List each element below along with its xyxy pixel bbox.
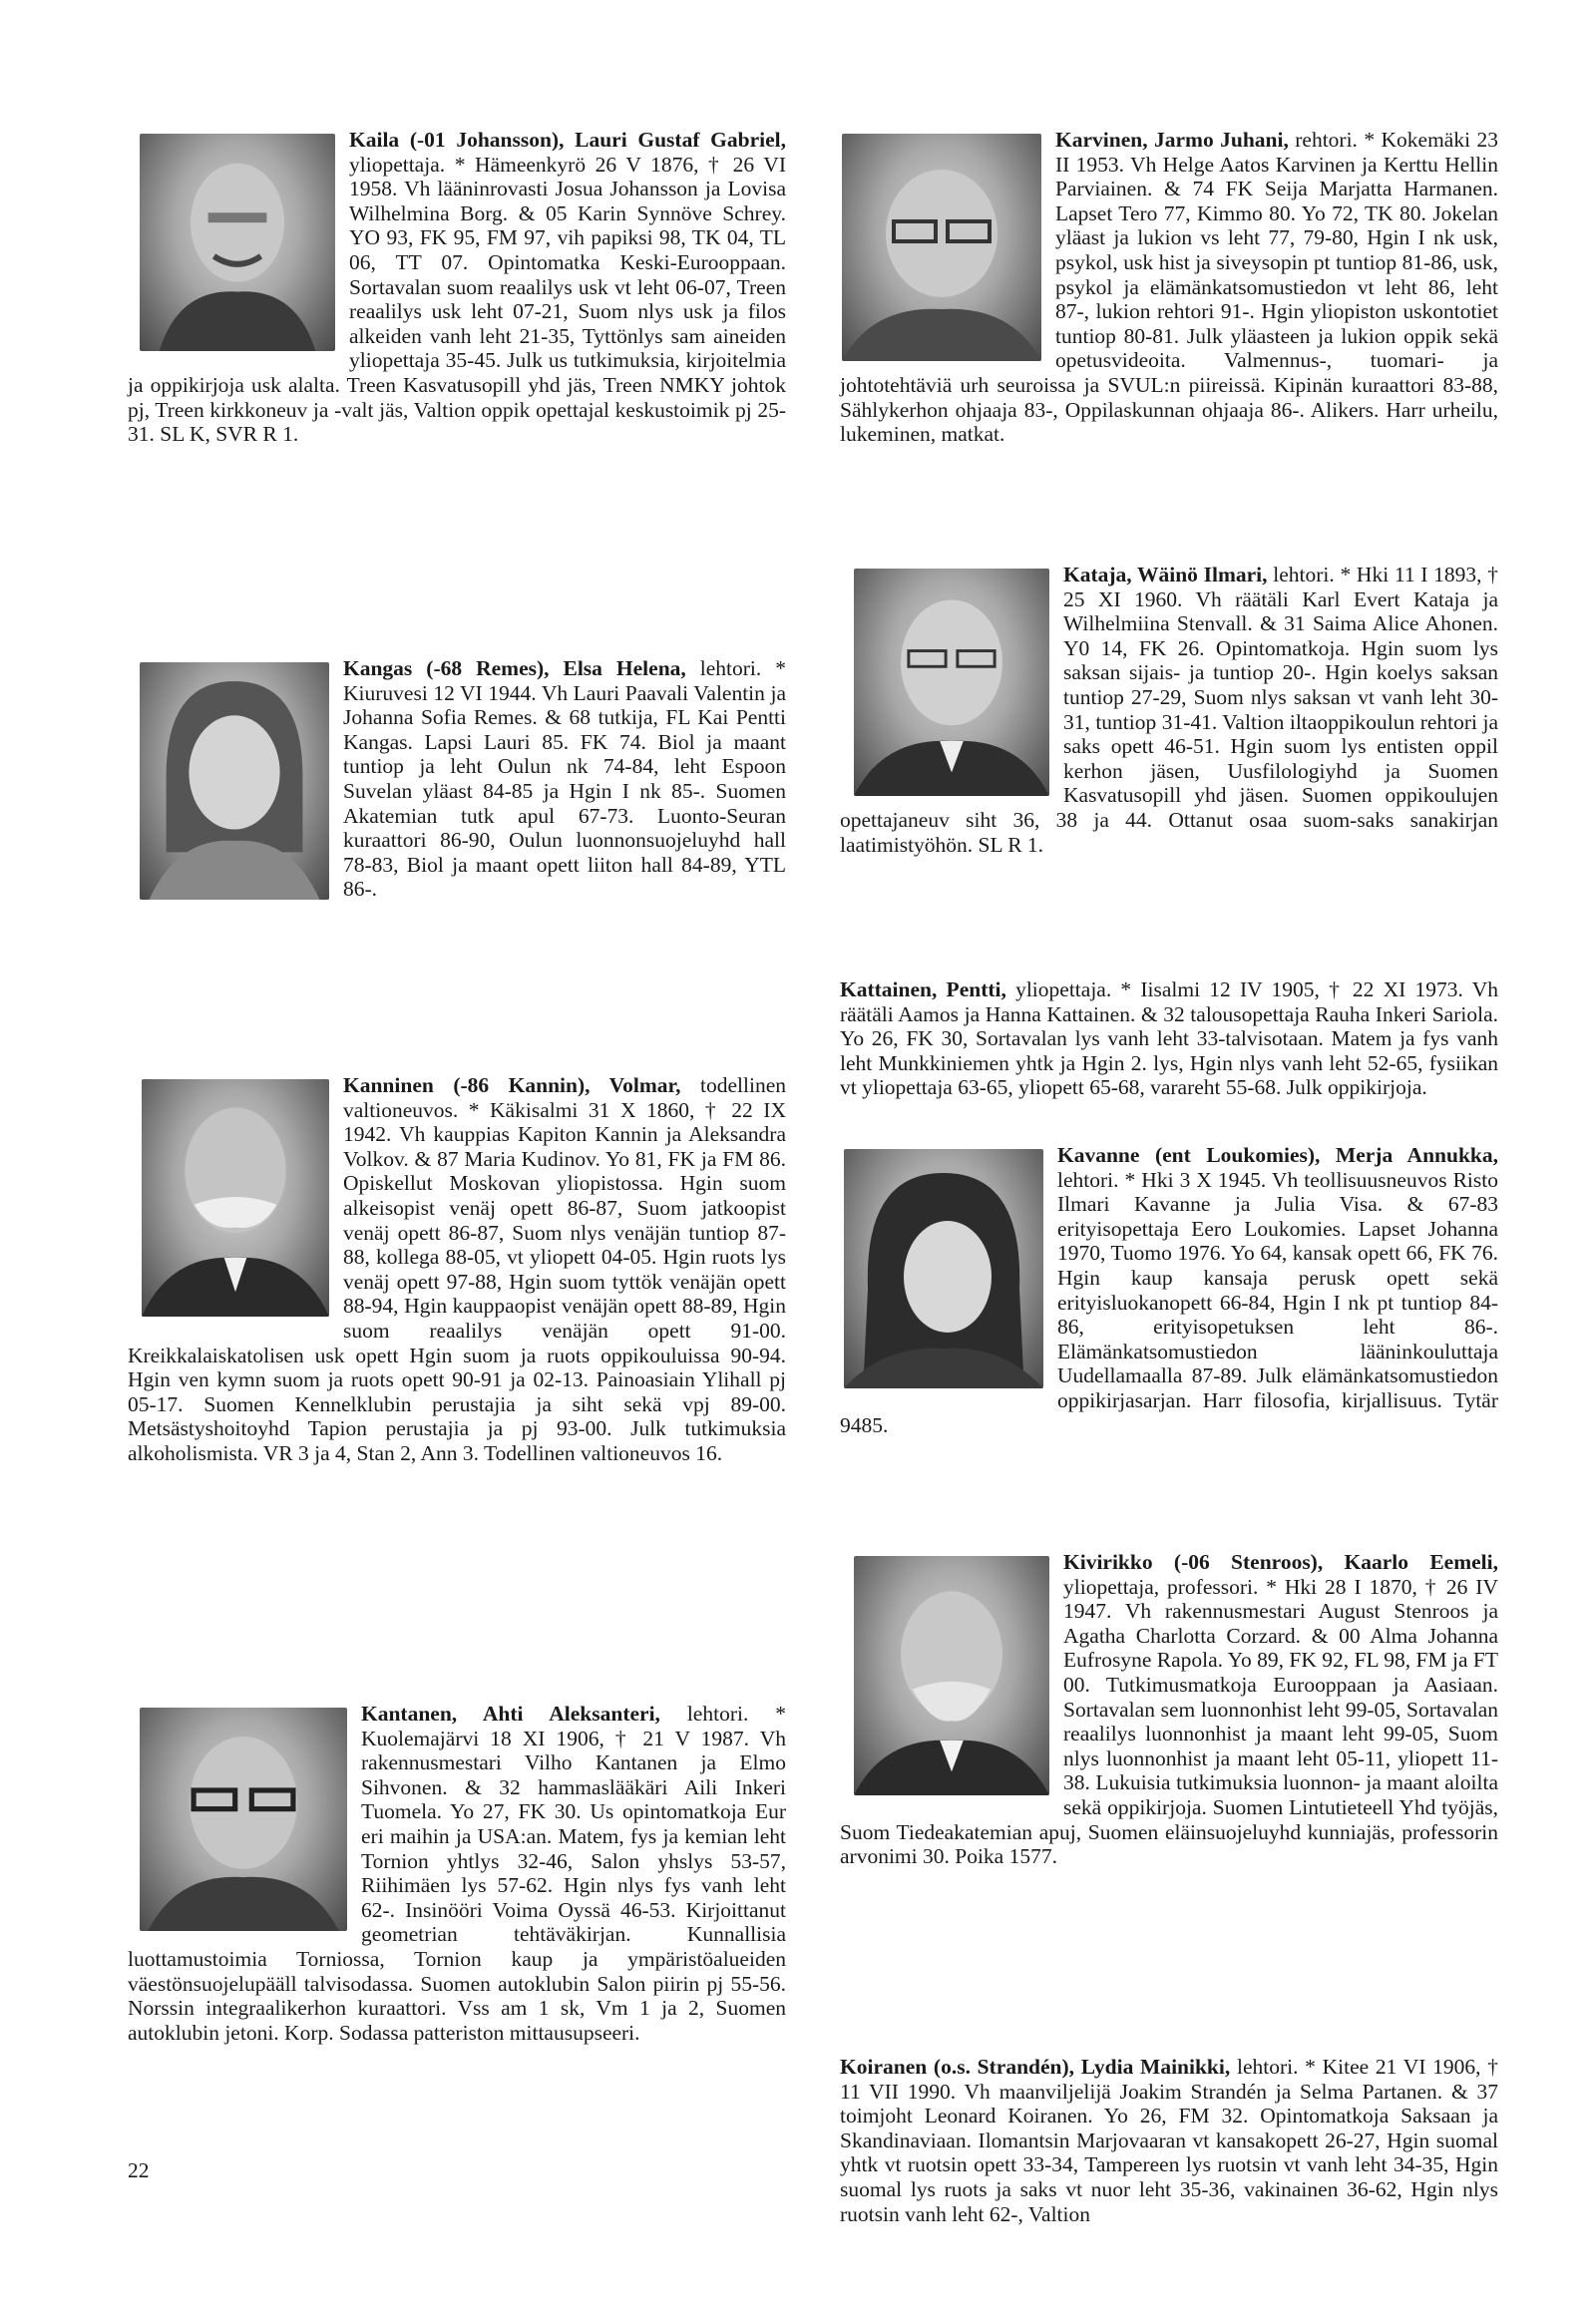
biography-entry-koiranen (840, 2055, 1498, 2226)
page-number: 22 (128, 2158, 150, 2182)
portrait-photo-kanninen (142, 1079, 329, 1317)
portrait-photo-kantanen (140, 1708, 347, 1931)
entry-headword: Kataja, Wäinö Ilmari, (1063, 563, 1268, 586)
entry-text: yliopettaja, professori. * Hki 28 I 1870, † 26 IV 1947. Vh rakennusmestari August Stenroos ja Agatha Charlotta Corzard. & 00 Alma Johanna Eufrosyne Rapola. Yo 89, FK 92, FL 98, FM ja FT 00. Tutkimusmatkoja Eurooppaan ja Aasiaan. Sortavalan sem luonnonhist leht 99-05, Sortavalan reaalilys luonnonhist ja maant leht 99-05, Suom nlys luonnonhist ja maant leht 05-11, yliopett 11-38. Lukuisia tutkimuksia luonnon- ja maant aloilta sekä oppikirjoja. Suomen Lintutieteell Yhd työjäs, Suom Tiedeakatemian apuj, Suomen eläinsuojeluyhd kunniajäs, professorin arvonimi 30. Poika 1577. (840, 1574, 1498, 1869)
entry-text: todellinen valtioneuvos. * Käkisalmi 31 X 1860, † 22 IX 1942. Vh kauppias Kapiton Kannin ja Aleksandra Volkov. & 87 Maria Kudinov. Yo 81, FK ja FM 86. Opiskellut Moskovan yliopistossa. Hgin suom alkeisopist venäj opett 86-87, Suom jatkoopist venäj opett 86-87, Suom nlys venäjän tuntiop 87-88, kollega 88-05, vt yliopett 04-05. Hgin ruots lys venäj opett 97-88, Hgin suom tyttök venäjän opett 88-94, Hgin kauppaopist venäjän opett 88-89, Hgin suom reaalilys venäjän opett 91-00. Kreikkalaiskatolisen usk opett Hgin suom ja ruots oppikouluissa 90-94. Hgin ven kymn suom ja ruots opett 90-91 ja 02-13. Painoasiain Ylihall pj 05-17. Suomen Kennelklubin perustajia ja siht sekä vpj 89-00. Metsästyshoitoyhd Tapion perustajia ja pj 93-00. Julk tutkimuksia alkoholismista. VR 3 ja 4, Stan 2, Ann 3. Todellinen valtioneuvos 16. (128, 1073, 787, 1465)
biography-entry-kanninen (128, 1073, 786, 1466)
portrait-photo-kataja (854, 569, 1049, 796)
entry-headword: Kivirikko (-06 Stenroos), Kaarlo Eemeli, (1063, 1550, 1498, 1574)
portrait-photo-kaila (140, 134, 335, 351)
entry-headword: Kangas (-68 Remes), Elsa Helena, (343, 656, 686, 680)
portrait-photo-kangas (140, 662, 329, 900)
entry-text: yliopettaja. * Iisalmi 12 IV 1905, † 22 XI 1973. Vh räätäli Aamos ja Hanna Kattainen. & 32 talousopettaja Rauha Inkeri Sariola. Yo 26, FK 30, Sortavalan lys vanh leht 33-talvisotaan. Matem ja fys vanh leht Munkkiniemen yhtk ja Hgin 2. lys, Hgin nlys vanh leht 52-65, fysiikan vt yliopettaja 63-65, yliopett 65-68, varareht 55-68. Julk oppikirjoja. (840, 977, 1498, 1100)
entry-text: lehtori. * Kuolemajärvi 18 XI 1906, † 21 V 1987. Vh rakennusmestari Vilho Kantanen ja Elmo Sihvonen. & 32 hammaslääkäri Aili Inkeri Tuomela. Yo 27, FK 30. Us opintomatkoja Eur eri maihin ja USA:an. Matem, fys ja kemian leht Tornion yhtlys 32-46, Salon yhslys 53-57, Riihimäen lys 57-62. Hgin nlys fys vanh leht 62-. Insinööri Voima Oyssä 46-53. Kirjoittanut geometrian tehtäväkirjan. Kunnallisia luottamustoimia Torniossa, Tornion kaup ja ympäristöalueiden väestönsuojelupääll talvisodassa. Suomen autoklubin Salon piirin pj 55-56. Norssin integraalikerhon kuraattori. Vss am 1 sk, Vm 1 ja 2, Suomen autoklubin jetoni. Korp. Sodassa patteriston mittausupseeri. (128, 1702, 786, 2045)
portrait-photo-kavanne (844, 1149, 1043, 1388)
biography-entry-kattainen (840, 977, 1498, 1100)
entry-headword: Karvinen, Jarmo Juhani, (1055, 128, 1289, 152)
portrait-photo-karvinen (842, 134, 1041, 361)
entry-headword: Kaila (-01 Johansson), Lauri Gustaf Gabriel, (349, 128, 786, 152)
biography-entry-karvinen (840, 128, 1498, 447)
biography-entry-kivirikko (840, 1550, 1498, 1869)
biography-entry-kaila (128, 128, 786, 447)
biography-entry-kataja (840, 563, 1498, 857)
entry-text: lehtori. * Kiuruvesi 12 VI 1944. Vh Lauri Paavali Valentin ja Johanna Sofia Remes. & 68 tutkija, FL Kai Pentti Kangas. Lapsi Lauri 85. FK 74. Biol ja maant tuntiop ja leht Oulun nk 74-84, leht Espoon Suvelan yläast 84-85 ja Hgin I nk 85-. Suomen Akatemian tutk apul 67-73. Luonto-Seuran kuraattori 86-90, Oulun luonnonsuojeluyhd hall 78-83, Biol ja maant opett liiton hall 84-89, YTL 86-. (343, 656, 786, 902)
entry-headword: Kanninen (-86 Kannin), Volmar, (343, 1073, 681, 1097)
entry-headword: Kantanen, Ahti Aleksanteri, (361, 1702, 660, 1726)
entry-text: lehtori. * Kitee 21 VI 1906, † 11 VII 1990. Vh maanviljelijä Joakim Strandén ja Selma Partanen. & 37 toimjoht Leonard Koiranen. Yo 26, FM 32. Opintomatkoja Saksaan ja Skandinaviaan. Ilomantsin Marjovaaran vt kansakopett 26-27, Hgin suomal yhtk vt ruotsin opett 33-34, Tampereen lys ruotsin vt vanh leht 34-35, Hgin suomal lys ruots ja saks vt nuor leht 35-36, vakinainen 36-62, Hgin nlys ruotsin vanh leht 62-, Valtion (840, 2055, 1498, 2226)
entry-headword: Koiranen (o.s. Strandén), Lydia Mainikki, (840, 2055, 1231, 2079)
entry-text: lehtori. * Hki 3 X 1945. Vh teollisuusneuvos Risto Ilmari Kavanne ja Julia Visa. & 67-83 erityisopettaja Eero Loukomies. Lapset Johanna 1970, Tuomo 1976. Yo 64, kansak opett 66, FK 76. Hgin kaup kansaja perusk opett sekä erityisluokanopett 66-84, Hgin I nk pt tuntiop 84-86, erityisopetuksen leht 86-. Elämänkatsomustiedon lääninkouluttaja Uudellamaalla 87-89. Julk elämänkatsomustiedon oppikirjasarjan. Harr filosofia, kirjallisuus. Tytär 9485. (840, 1167, 1498, 1437)
portrait-photo-kivirikko (854, 1556, 1049, 1795)
entry-text: rehtori. * Kokemäki 23 II 1953. Vh Helge Aatos Karvinen ja Kerttu Hellin Parviainen. & 74 FK Seija Marjatta Harmanen. Lapset Tero 77, Kimmo 80. Yo 72, TK 80. Jokelan yläast ja lukion vs leht 77, 79-80, Hgin I nk usk, psykol, usk hist ja siveysopin pt tuntiop 81-86, usk, psykol ja elämänkatsomustiedon vt leht 86, leht 87-, lukion rehtori 91-. Hgin yliopiston uskontotiet tuntiop 80-81. Julk yläasteen ja lukion oppik sekä opetusvideoita. Valmennus-, tuomari- ja johtotehtäviä urh seuroissa ja SVUL:n piireissä. Kipinän kuraattori 83-88, Sählykerhon ohjaaja 83-, Oppilaskunnan ohjaaja 86-. Alikers. Harr urheilu, lukeminen, matkat. (840, 128, 1498, 447)
entry-text: yliopettaja. * Hämeenkyrö 26 V 1876, † 26 VI 1958. Vh lääninrovasti Josua Johansson ja Lovisa Wilhelmina Borg. & 05 Karin Synnöve Schrey. YO 93, FK 95, FM 97, vih papiksi 98, TK 04, TL 06, TT 07. Opintomatka Keski-Eurooppaan. Sortavalan suom reaalilys usk vt leht 06-07, Treen reaalilys usk leht 07-21, Suom nlys usk ja filos alkeiden vanh leht 21-35, Tyttönlys sam aineiden yliopettaja 35-45. Julk us tutkimuksia, kirjoitelmia ja oppikirjoja usk alalta. Treen Kasvatusopill yhd jäs, Treen NMKY johtok pj, Treen kirkkoneuv ja -valt jäs, Valtion oppik opettajal keskustoimik pj 25-31. SL K, SVR R 1. (128, 152, 786, 447)
biography-entry-kantanen (128, 1702, 786, 2045)
entry-headword: Kavanne (ent Loukomies), Merja Annukka, (1057, 1143, 1498, 1167)
entry-text: lehtori. * Hki 11 I 1893, † 25 XI 1960. Vh räätäli Karl Evert Kataja ja Wilhelmiina Stenvall. & 31 Saima Alice Ahonen. Y0 14, FK 26. Opintomatkoja. Hgin suom lys saksan sijais- ja tuntiop 20-. Hgin koelys saksan tuntiop 27-29, Suom nlys saksan vt vanh leht 30-31, tuntiop 31-41. Valtion iltaoppikoulun rehtori ja saks opett 46-51. Hgin suom lys entisten oppil kerhon jäsen, Uusfilologiyhd ja Suomen Kasvatusopill yhd jäsen. Suomen oppikoulujen opettajaneuv siht 36, 38 ja 44. Ottanut osaa suom-saks sanakirjan laatimistyöhön. SL R 1. (840, 563, 1498, 857)
entry-headword: Kattainen, Pentti, (840, 977, 1006, 1001)
biography-entry-kavanne (840, 1143, 1498, 1437)
biography-entry-kangas (128, 656, 786, 904)
